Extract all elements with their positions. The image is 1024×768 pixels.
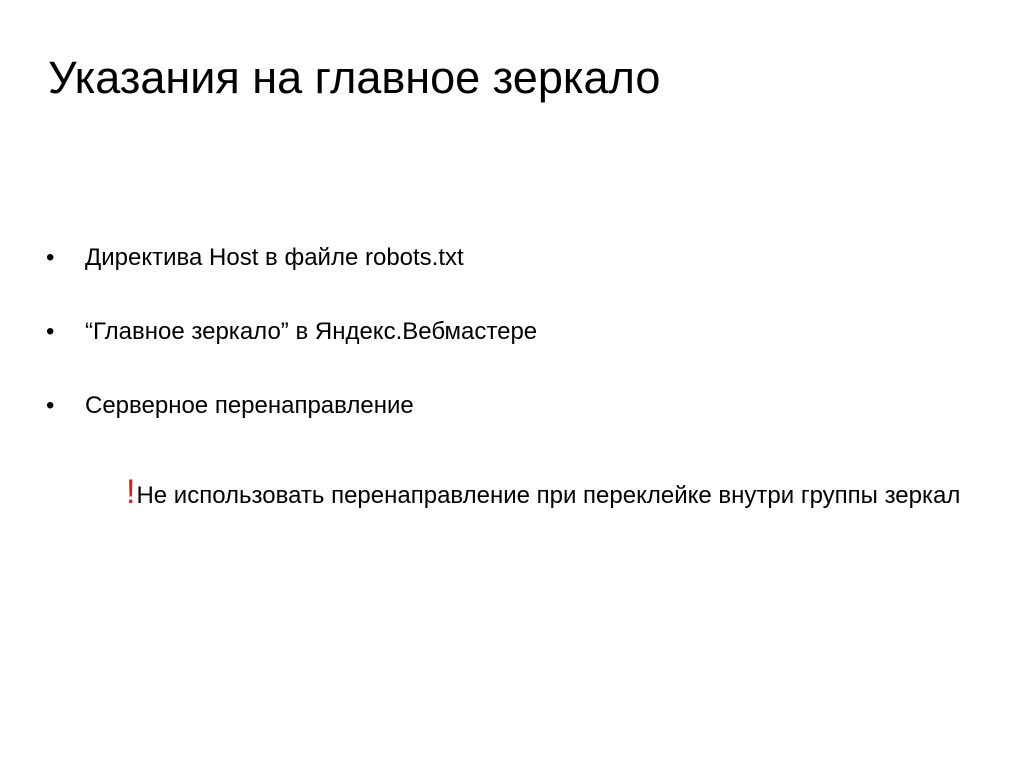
exclamation-icon: ! [126,473,136,511]
bullet-item-server-redirect [46,384,986,458]
bullet-list [46,236,986,458]
bullet-item-main-mirror-webmaster [46,310,986,384]
warning-note [126,474,976,514]
bullet-text: “Главное зеркало” в Яндекс.Вебмастере [85,318,538,345]
slide-title: Указания на главное зеркало [48,52,661,103]
bullet-icon: • [46,392,55,419]
warning-note-text: Не использовать перенаправление при переклейке внутри группы зеркал [136,482,961,509]
bullet-icon: • [46,318,55,345]
bullet-text: Серверное перенаправление [85,392,414,419]
bullet-icon: • [46,244,55,271]
bullet-item-host-directive [46,236,986,310]
bullet-text: Директива Host в файле robots.txt [85,244,464,271]
